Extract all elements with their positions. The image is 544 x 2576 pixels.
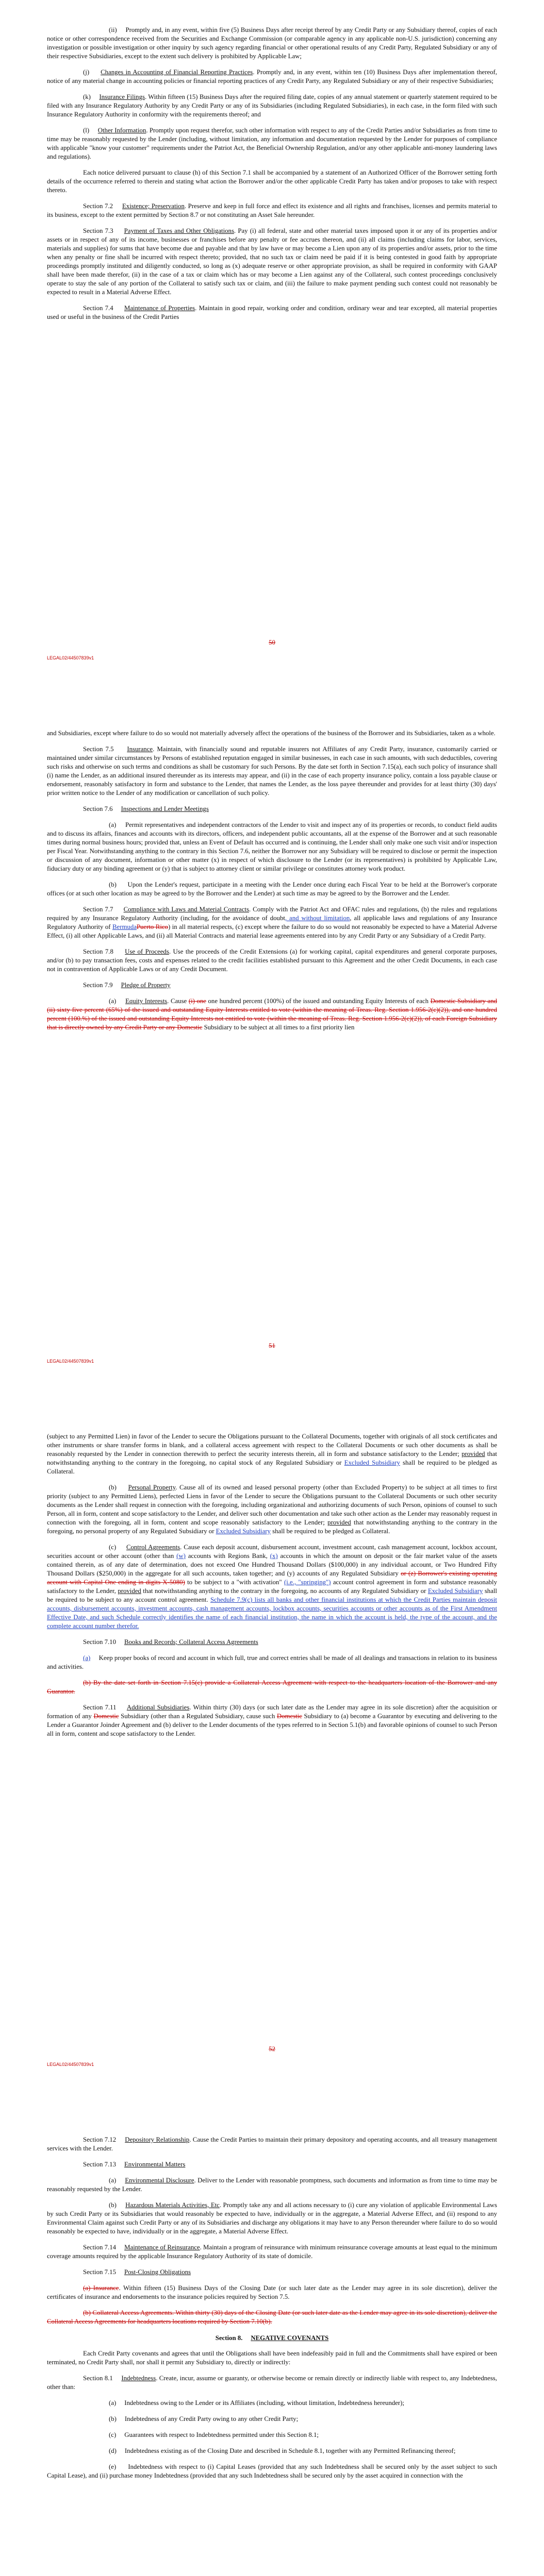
clause-title: Control Agreements — [126, 1544, 180, 1551]
clause-label: (l) — [83, 127, 90, 134]
text-run: shall be required to be subject to any account control agreement. — [47, 1587, 497, 1603]
section-number: Section 8. — [215, 2334, 243, 2342]
section-number: Section 7.14 — [83, 2244, 117, 2251]
list-item: (c) Guarantees with respect to Indebtedness permitted under this Section 8.1; — [109, 2431, 319, 2438]
clause-body: Subsidiary to be subject at all times to a first priority lien — [202, 1024, 355, 1031]
section-title: Insurance — [127, 745, 153, 753]
paragraph: Each Credit Party covenants and agrees that until the Obligations shall have been indefeasibly paid in full and the Commitments shall have expired or been terminated, no Credit Party shall, nor shall it permit any Subsidiary to, directly or indirectly: — [47, 2350, 497, 2366]
clause-body: . Cause — [167, 997, 189, 1005]
section-number: Section 7.4 — [83, 304, 113, 312]
section-number: Section 7.11 — [83, 1704, 117, 1711]
text-run: shall be required to be pledged as Collateral. — [270, 1528, 390, 1535]
paragraph — [47, 1483, 497, 1536]
section-7-11 — [47, 1703, 497, 1738]
deleted-text: Domestic — [276, 1713, 302, 1720]
paragraph — [47, 2284, 497, 2301]
text-run: shall be required to be pledged as Collateral. — [47, 1459, 497, 1475]
section-title: Payment of Taxes and Other Obligations — [124, 227, 234, 234]
section-number: Section 7.7 — [83, 906, 113, 913]
paragraph — [47, 2201, 497, 2236]
paragraph — [47, 1543, 497, 1631]
section-body: . Maintain, with financially sound and reputable insurers not Affiliates of any Credit Party, insurance, customarily carried or maintained under similar circumstances by Persons of established reputation engaged in similar businesses, in each case in such amounts, with such deductibles, covering such risks and otherwise on such terms and conditions as shall be customary for such Persons. By the date set forth in Section 7.15(a), each such policy of insurance shall (i) name the Lender, as an additional insured thereunder as its interests may appear, and (ii) in the case of each property insurance policy, contain a loss payable clause or endorsement, reasonably satisfactory in form and substance to the Lender, that names the Lender, as the loss payee thereunder and provides for at least thirty (30) days' prior written notice to the Lender of any modification or cancellation of such policy. — [47, 745, 497, 796]
section-7-12 — [47, 2136, 497, 2153]
clause-body: one hundred percent (100%) of the issued and outstanding Equity Interests of each — [206, 997, 431, 1005]
text-run: accounts in which the amount on deposit or the fair market value of the assets contained therein, as of any date of determination, does not exceed One Hundred Thousand Dollars ($100,000) in any individual account, or Two Hundred Fifty Thousand Dollars ($250,000) in the aggregate for all such accounts, taken together; and (y) accounts of any Regulated Subsidiary — [47, 1552, 497, 1577]
document-id: LEGAL02/44507839v1 — [47, 1359, 94, 1364]
section-body: . Preserve and keep in full force and effect its existence and all rights and franchises, licenses and permits material to its business, except to the extent permitted by Section 8.7 or not constituting an Asset Sale hereunder. — [47, 202, 497, 218]
section-body: . Use the proceeds of the Credit Extensions (a) for working capital, capital expenditures and general corporate purposes, and/or (b) to pay transaction fees, costs and expenses related to the credit facilities established pursuant to this Agreement and the other Credit Documents, in each case not in contravention of Applicable Laws or of any Credit Document. — [47, 948, 497, 973]
paragraph — [47, 1654, 497, 1671]
clause-title: Changes in Accounting of Financial Reporting Practices — [101, 69, 253, 76]
paragraph — [47, 997, 497, 1032]
clause-title: Environmental Disclosure — [125, 2177, 194, 2184]
paragraph — [47, 68, 497, 86]
clause-body: . Promptly and, in any event, within ten (10) Business Days after implementation thereof, notice of any material change in accounting policies or financial reporting practices of any Credit Party, any Regulated Subsidiary or any of their respective Subsidiaries; — [47, 69, 498, 84]
clause-label: (a) — [109, 2177, 117, 2184]
text-run: provided — [118, 1587, 141, 1595]
text-run: . Promptly take any and all actions necessary to (i) cure any violation of applicable Environmental Laws by such Credit Party or its Subsidiaries that would reasonably be expected to have, individually or in the aggregate, a Material Adverse Effect, and (ii) respond to any Environmental Claim against such Credit Party or any of its Subsidiaries and discharge any obligations it may have to any Person thereunder where failure to do so would reasonably be expected to have, individually or in the aggregate, a Material Adverse Effect. — [47, 2201, 497, 2235]
section-body: , all applicable laws and regulations of any Insurance Regulatory Authority of — [47, 914, 497, 930]
deleted-text: Domestic — [93, 1713, 119, 1720]
text-run: provided — [461, 1450, 485, 1458]
paragraph: (b) Upon the Lender's request, participate in a meeting with the Lender once during each Fiscal Year to be held at the Borrower's corporate offices (or at such other location as may be agreed to by the Borrower and the Lender) at such time as may be agreed to by the Borrower and the Lender. — [47, 881, 497, 897]
inserted-text: , and without limitation — [285, 914, 350, 922]
section-number: Section 7.8 — [83, 948, 113, 955]
text-run: . Maintain a program of reinsurance with minimum reinsurance coverage amounts at least equal to the minimum coverage amounts required by the applicable Insurance Regulatory Authority of its state of domicile. — [47, 2244, 498, 2260]
clause-label: (c) — [109, 1544, 117, 1551]
clause-body: . Within fifteen (15) Business Days after the required filing date, copies of any annual statement or quarterly statement required to be filed with any Insurance Regulatory Authority by any Credit Party or any of its Subsidiaries (including Regulated Subsidiaries), in each case, in the form filed with such Insurance Regulatory Authority in conformity with the requirements thereof; and — [47, 93, 498, 118]
section-title: Use of Proceeds — [125, 948, 169, 955]
paragraph: and Subsidiaries, except where failure to do so would not materially adversely affect the operations of the business of the Borrower and its Subsidiaries, taken as a whole. — [47, 730, 496, 737]
paragraph — [47, 2309, 497, 2326]
inserted-text: Excluded Subsidiary — [216, 1528, 271, 1535]
section-title: Indebtedness — [121, 2375, 156, 2382]
text-run: provided — [327, 1519, 351, 1526]
paragraph: Each notice delivered pursuant to clause (h) of this Section 7.1 shall be accompanied by a statement of an Authorized Officer of the Borrower setting forth details of the occurrence referred to therein and stating what action the Borrower and/or the other applicable Credit Party has taken and/or proposes to take with respect thereto. — [47, 169, 497, 194]
document-id: LEGAL02/44507839v1 — [47, 655, 94, 660]
inserted-text: (x) — [270, 1552, 278, 1560]
section-number: Section 7.6 — [83, 805, 113, 812]
clause-body: . Promptly upon request therefor, such other information with respect to any of the Credit Parties and/or Subsidiaries as from time to time may be reasonably requested by the Lender (including, without limitation, any information and documentation requested by the Lender for purposes of compliance with applicable "know your customer" requirements under the Patriot Act, the Beneficial Ownership Regulation, and/or any other applicable anti-money laundering laws and regulations). — [47, 127, 497, 160]
deleted-text: (b) By the date set forth in Section 7.15(c) provide a Collateral Access Agreement with respect to the headquarters location of the Borrower and any Guarantor. — [47, 1679, 497, 1695]
document-page-2 — [0, 703, 544, 1406]
clause-label: (j) — [83, 69, 90, 76]
clause-label: (k) — [83, 93, 91, 100]
paragraph: (ii) Promptly and, in any event, within five (5) Business Days after receipt thereof by any Credit Party or any Subsidiary thereof, copies of each notice or other correspondence received from the Securities and Exchange Commission (or comparable agency in any applicable non-U.S. jurisdiction) concerning any investigation or possible investigation or other inquiry by such agency regarding financial or other operational results of any Credit Party, Regulated Subsidiary or any of their respective Subsidiaries, except to the extent such delivery is prohibited by Applicable Law; — [47, 26, 497, 60]
clause-title: Hazardous Materials Activities, Etc — [125, 2201, 220, 2209]
list-item: (d) Indebtedness existing as of the Closing Date and described in Schedule 8.1, together with any Permitted Refinancing thereof; — [109, 2447, 456, 2454]
inserted-text: (i.e., "springing") — [284, 1579, 331, 1586]
section-7-4 — [47, 304, 497, 321]
section-7-7 — [47, 905, 497, 940]
deleted-text: (i) one — [188, 997, 206, 1005]
inserted-text: (w) — [176, 1552, 186, 1560]
document-page-1 — [0, 0, 544, 703]
list-item: (b) Indebtedness of any Credit Party owing to any other Credit Party; — [109, 2415, 299, 2422]
clause-title: Personal Property — [128, 1484, 176, 1491]
paragraph: (a) Permit representatives and independent contractors of the Lender to visit and inspect any of its properties or records, to conduct field audits and to discuss its affairs, finances and accounts with its directors, officers, and independent public accountants, all at the expense of the Borrower and at such reasonable times during normal business hours; provided that, unless an Event of Default has occurred and is continuing, the Lender shall only make one such visit and/or inspection per Fiscal Year. Notwithstanding anything to the contrary in this Section 7.6, neither the Borrower nor any Subsidiary will be required to disclose or permit the inspection or discussion of any document, information or other matter (x) in respect of which disclosure to the Lender (or its representatives) is prohibited by Applicable Law, fiduciary duty or any binding agreement or (y) that is subject to attorney client or similar privilege or constitutes attorney work product. — [47, 821, 497, 872]
text-run: . Create, incur, assume or guaranty, or otherwise become or remain directly or indirectly liable with respect to, any Indebtedness, other than: — [47, 2375, 497, 2391]
section-body: . Maintain in good repair, working order and condition, ordinary wear and tear excepted, all material properties used or useful in the business of the Credit Parties — [47, 304, 497, 320]
inserted-text: Excluded Subsidiary — [344, 1459, 400, 1466]
clause-title: Insurance Filings — [99, 93, 145, 100]
section-title: NEGATIVE COVENANTS — [251, 2334, 329, 2342]
text-run: that notwithstanding anything to the contrary in the foregoing, no capital stock of any Regulated Subsidiary or — [47, 1450, 497, 1466]
inserted-text: (a) — [83, 1654, 91, 1662]
document-page-4 — [0, 2110, 544, 2576]
page-number: 50 — [269, 639, 275, 646]
section-8-heading — [47, 2334, 497, 2342]
section-number: Section 7.10 — [83, 1638, 116, 1646]
section-title: Depository Relationship — [125, 2136, 190, 2143]
text-run: Subsidiary (other than a Regulated Subsidiary, cause such — [119, 1713, 277, 1720]
section-body: . Comply with the Patriot Act and OFAC rules and regulations, (b) the rules and regulations required by any Insurance Regulatory Authority (including, for the avoidance of doubt — [47, 906, 497, 922]
section-number: Section 7.9 — [83, 981, 113, 989]
section-7-9 — [47, 981, 497, 990]
section-7-5 — [47, 745, 497, 798]
section-7-3 — [47, 227, 497, 297]
clause-label: (b) — [109, 1484, 117, 1491]
section-7-6 — [47, 805, 497, 814]
section-title: Existence; Preservation — [122, 202, 185, 210]
deleted-text: or (z) Borrower's existing operating account with Capital One ending in digits X-5080) — [47, 1570, 497, 1586]
text-run: . Cause the Credit Parties to maintain their primary depository and operating accounts, and all treasury management services with the Lender. — [47, 2136, 497, 2152]
text-run: Subsidiary to (a) become a Guarantor by executing and delivering to the Lender a Guarantor Joinder Agreement and (b) deliver to the Lender documents of the types referred to in Section 5.1(b) and favorable opinions of counsel to such Person all in form, content and scope satisfactory to the Lender. — [47, 1713, 497, 1737]
document-id: LEGAL02/44507839v1 — [47, 2062, 94, 2067]
text-run: accounts with Regions Bank, — [185, 1552, 270, 1560]
text-run: . Cause all of its owned and leased personal property (other than Excluded Property) to be subject at all times to first priority (subject to any Permitted Liens), perfected Liens in favor of the Lender to secure the Obligations pursuant to the Collateral Documents or such other security documents as the Lender shall request in connection with the foregoing, including organizational and authorizing documents of such Person, opinions of counsel to such Person, all in form, content and scope satisfactory to the Lender, and deliver such other documentation and take such other action as the Lender may reasonably request in connection with the foregoing, all in form, content and scope reasonably satisfactory to the Lender; — [47, 1484, 498, 1526]
text-run: (subject to any Permitted Lien) in favor of the Lender to secure the Obligations pursuant to the Collateral Documents, together with originals of all stock certificates and other instruments or share transfer forms in blank, and a collateral access agreement with respect to the Collateral Documents or such other documents as shall be reasonably requested by the Lender in connection therewith to perfect the security interests therein, all in form and substance satisfactory to the Lender; — [47, 1433, 497, 1458]
deleted-text: (a) Insurance — [83, 2284, 119, 2292]
clause-title: Other Information — [97, 127, 146, 134]
section-number: Section 7.13 — [83, 2161, 116, 2168]
section-7-14 — [47, 2243, 497, 2261]
deleted-text: Domestic Subsidiary and (ii) sixty five percent (65%) of the issued and outstanding Equity Interests entitled to vote (within the meaning of Treas. Reg. Section 1.956-2(c)(2)), and one hundred percent (100.%) of the issued and outstanding Equity Interests not entitled to vote (within the meaning of Treas. Reg. Section 1.956-2(c)(2)), of each Foreign Subsidiary that is directly owned by any Credit Party or any Domestic — [47, 997, 497, 1031]
section-number: Section 7.15 — [83, 2268, 116, 2276]
section-number: Section 7.5 — [83, 745, 114, 753]
section-title: Inspections and Lender Meetings — [121, 805, 209, 812]
section-title: Additional Subsidiaries — [126, 1704, 190, 1711]
paragraph — [47, 2176, 497, 2194]
inserted-text: Bermuda — [112, 923, 137, 930]
section-title: Post-Closing Obligations — [124, 2268, 191, 2276]
text-run: that notwithstanding anything to the contrary in the foregoing, no accounts of any Regulated Subsidiary or — [141, 1587, 428, 1595]
inserted-text: Excluded Subsidiary — [427, 1587, 483, 1595]
text-run: . Cause each deposit account, disbursement account, investment account, cash management account, lockbox account, securities account or other account (other than — [47, 1544, 497, 1560]
section-title: Pledge of Property — [121, 981, 171, 989]
section-7-2 — [47, 202, 497, 219]
document-page-3 — [0, 1406, 544, 2110]
list-item: (e) Indebtedness with respect to (i) Capital Leases (provided that any such Indebtedness shall be secured only by the asset subject to such Capital Lease), and (ii) purchase money Indebtedness (provided that any such Indebtedness shall be secured only by the asset acquired in connection with the — [47, 2463, 497, 2479]
section-number: Section 8.1 — [83, 2375, 113, 2382]
paragraph — [47, 1679, 497, 1696]
clause-title: Equity Interests — [125, 997, 168, 1005]
section-title: Maintenance of Reinsurance — [124, 2244, 200, 2251]
section-8-1 — [47, 2374, 497, 2392]
section-7-13 — [47, 2160, 497, 2169]
section-body: . Pay (i) all federal, state and other material taxes imposed upon it or any of its properties and/or assets or in respect of any of its income, businesses or franchises before any penalty or fee accrues thereon, and (ii) all claims (including claims for labor, services, materials and supplies) for sums that have become due and payable and that by law have or may become a Lien upon any of its properties and/or assets, prior to the time when any penalty or fine shall be incurred with respect thereto; provided, that no such tax or claim need be paid if it is being contested in good faith by appropriate proceedings promptly instituted and diligently conducted, so long as (x) adequate reserve or other appropriate provision, as shall be required in conformity with GAAP shall have been made therefor, (ii) in the case of a tax or claim which has or may become a Lien against any of the Collateral, such contest proceedings conclusively operate to stay the sale of any portion of the Collateral to satisfy such tax or claim, and (iii) the failure to make payment pending such contest could not reasonably be expected to result in a Material Adverse Effect. — [47, 227, 497, 296]
section-title: Maintenance of Properties — [124, 304, 195, 312]
inserted-text: Schedule 7.9(c) lists all banks and other financial institutions at which the Credit Parties maintain deposit accounts, disbursement accounts, investment accounts, cash management accounts, lockbox accounts, securities accounts or other accounts as of the First Amendment Effective Date, and such Schedule correctly identifies the name of each financial institution, the name in which the account is held, the type of the account, and the complete account number therefor. — [47, 1596, 497, 1630]
section-number: Section 7.12 — [83, 2136, 117, 2143]
section-7-8 — [47, 947, 497, 974]
section-title: Books and Records; Collateral Access Agreements — [124, 1638, 258, 1646]
text-run: account control agreement in form and substance reasonably satisfactory to the Lender, — [47, 1579, 497, 1595]
clause-label: (b) — [109, 2201, 117, 2209]
section-title: Environmental Matters — [124, 2161, 186, 2168]
list-item: (a) Indebtedness owing to the Lender or its Affiliates (including, without limitation, Indebtedness hereunder); — [109, 2399, 404, 2406]
section-7-10 — [47, 1638, 497, 1647]
page-number: 51 — [269, 1342, 275, 1349]
clause-label: (a) — [109, 997, 117, 1005]
text-run: that notwithstanding anything to the contrary in the foregoing, no personal property of any Regulated Subsidiary or — [47, 1519, 498, 1535]
deleted-text: (b) Collateral Access Agreements. Within thirty (30) days of the Closing Date (or such later date as the Lender may agree in its sole discretion), deliver the Collateral Access Agreements for headquarters locations required by Section 7.10(b). — [47, 2309, 497, 2325]
section-number: Section 7.3 — [83, 227, 113, 234]
text-run: . Within thirty (30) days (or such later date as the Lender may agree in its sole discretion) after the acquisition or formation of any — [47, 1704, 497, 1720]
deleted-text: Puerto Rico — [136, 923, 168, 930]
page-number: 52 — [269, 2045, 275, 2053]
section-number: Section 7.2 — [83, 202, 113, 210]
text-run: Keep proper books of record and account in which full, true and correct entries shall be made of all dealings and transactions in relation to its business and activities. — [47, 1654, 497, 1670]
paragraph — [47, 93, 497, 119]
paragraph — [47, 126, 497, 161]
text-run: to be subject to a "with activation" — [185, 1579, 284, 1586]
text-run: . Within fifteen (15) Business Days of the Closing Date (or such later date as the Lender may agree in its sole discretion), deliver the certificates of insurance and endorsements to the insurance policies required by Section 7.5. — [47, 2284, 498, 2300]
section-body: ) in all material respects, (c) except where the failure to do so would not reasonably be expected to have a Material Adverse Effect, (i) all other Applicable Laws, and (ii) all Material Contracts and material lease agreements entered into by any Credit Party or any Subsidiary of a Credit Party. — [47, 923, 497, 939]
section-7-15 — [47, 2268, 497, 2277]
paragraph — [47, 1432, 497, 1476]
section-title: Compliance with Laws and Material Contracts — [123, 906, 249, 913]
text-run: . Deliver to the Lender with reasonable promptness, such documents and information as from time to time may be reasonably requested by the Lender. — [47, 2177, 498, 2193]
